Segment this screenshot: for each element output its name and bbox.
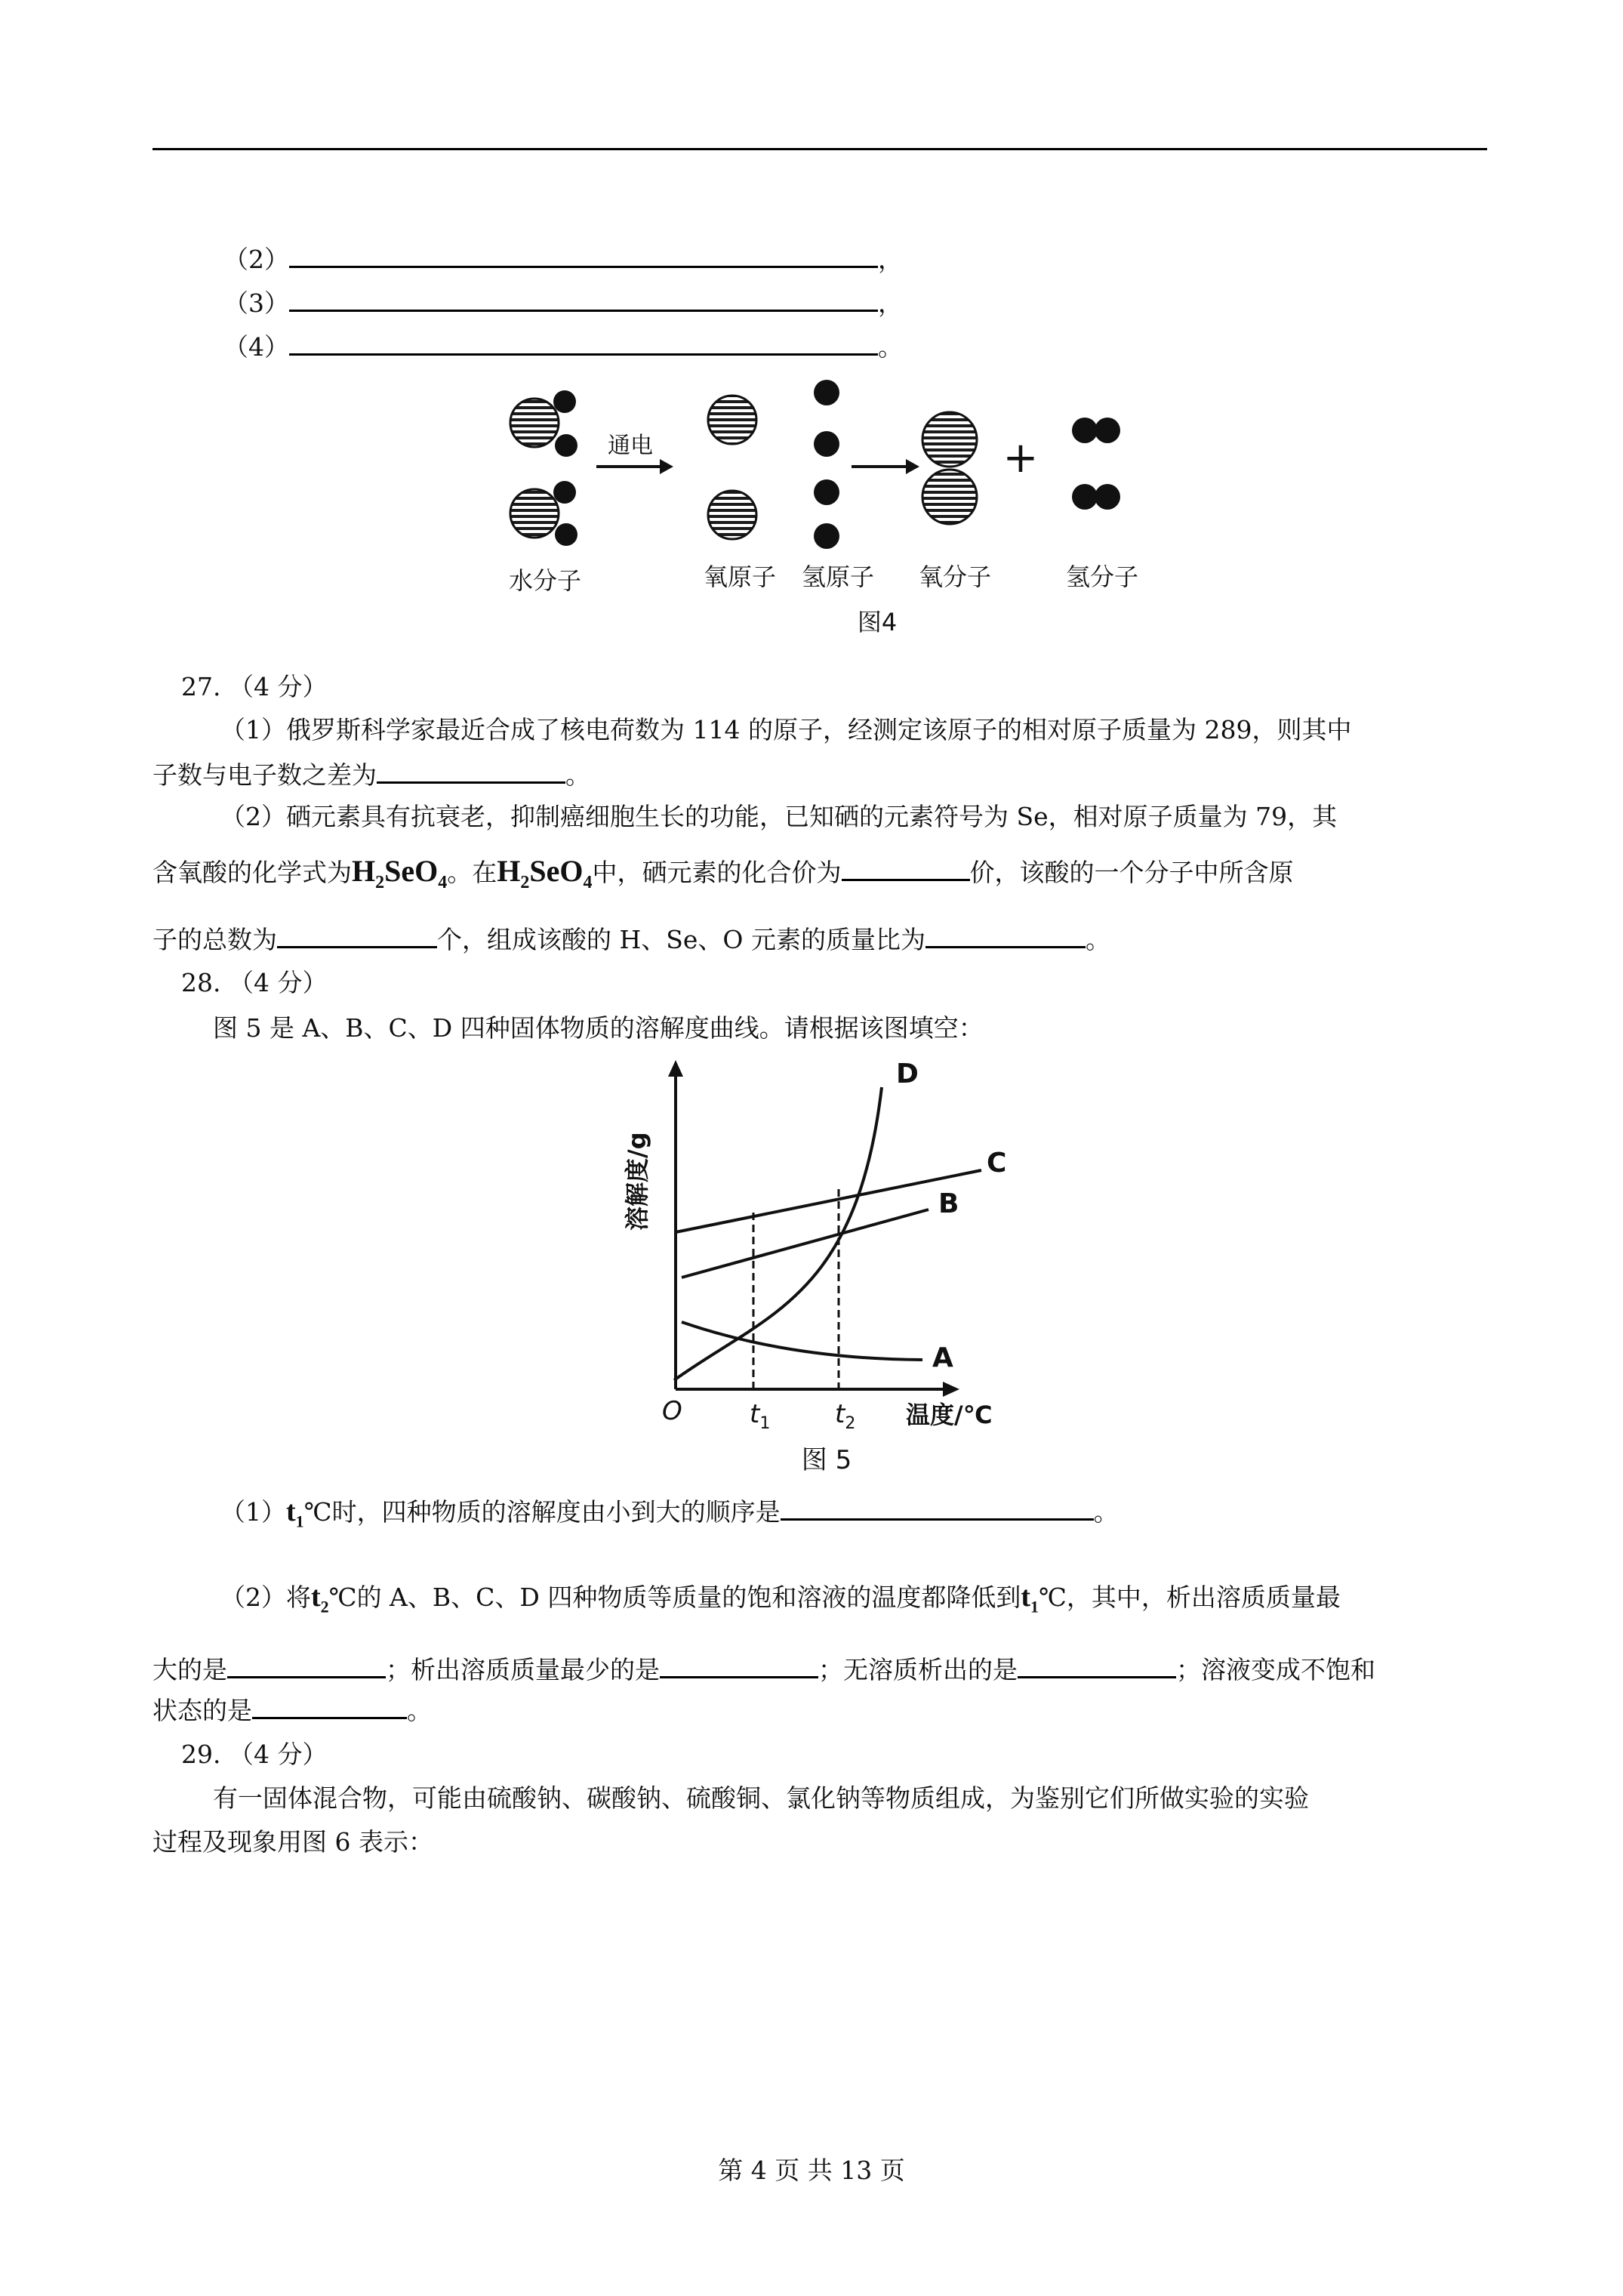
answer-blank[interactable] — [660, 1653, 818, 1678]
curve-label-a: A — [932, 1342, 953, 1373]
answer-blank[interactable] — [252, 1694, 407, 1719]
figure-caption: 图4 — [857, 608, 898, 636]
figure-4-electrolysis — [483, 370, 1163, 649]
answer-blank[interactable] — [289, 287, 878, 312]
x-axis-arrow-icon — [943, 1382, 959, 1397]
answer-blank[interactable] — [1018, 1653, 1176, 1678]
y-axis-arrow-icon — [668, 1060, 683, 1077]
t1-symbol: $t_1$ — [1021, 1581, 1039, 1616]
q27-header: 27. （4 分） — [181, 672, 328, 701]
oxygen-atom — [708, 396, 756, 444]
answer-number: （3） — [223, 288, 289, 318]
y-axis-label: 溶解度/g — [623, 1132, 651, 1231]
hydrogen-atom — [814, 380, 839, 405]
answer-end: ， — [878, 288, 903, 318]
oxygen-atom — [708, 491, 756, 539]
label-oxygen-molecule: 氧分子 — [918, 562, 992, 591]
q27-p1-line2: 子数与电子数之差为 。 — [152, 760, 590, 790]
curve-a — [682, 1322, 922, 1360]
q28-q2-line2: 大的是 ；析出溶质质量最少的是 ；无溶质析出的是 ；溶液变成不饱和 — [152, 1655, 1375, 1684]
answer-blank[interactable] — [289, 331, 878, 356]
curve-label-c: C — [987, 1148, 1007, 1179]
q28-q2-line3: 状态的是 。 — [152, 1696, 432, 1725]
q28-q2-line1: （2）将$t_2℃$的 A、B、C、D 四种物质等质量的饱和溶液的温度都降低到$t_1℃$，其中，析出溶质质量最 — [220, 1581, 1341, 1616]
water-molecule — [510, 390, 577, 457]
answer-blank[interactable] — [227, 1653, 386, 1678]
origin-label: O — [662, 1396, 682, 1426]
hydrogen-atom — [814, 479, 839, 505]
formula-h2seo4: $H_2SeO_4$ — [352, 854, 448, 892]
q27-p1-line1: （1）俄罗斯科学家最近合成了核电荷数为 114 的原子，经测定该原子的相对原子质量为 289，则其中 — [220, 715, 1352, 744]
answer-blank[interactable] — [842, 856, 970, 881]
q27-p2-line3: 子的总数为 个，组成该酸的 H、Se、O 元素的质量比为 。 — [152, 925, 1110, 954]
arrow-label: 通电 — [608, 433, 653, 459]
reaction-arrow-head-icon — [906, 459, 919, 474]
x-axis-label: 温度/℃ — [906, 1401, 993, 1429]
figure-5-solubility-curves — [615, 1049, 1038, 1480]
hydrogen-atom — [814, 523, 839, 549]
oxygen-molecule — [922, 412, 977, 524]
tick-t1: $t_1$ — [750, 1399, 771, 1433]
curve-label-d: D — [896, 1059, 919, 1089]
q29-line1: 有一固体混合物，可能由硫酸钠、碳酸钠、硫酸铜、氯化钠等物质组成，为鉴别它们所做实验的实验 — [213, 1783, 1309, 1813]
plus-sign: + — [1002, 433, 1039, 482]
answer-line-2 — [223, 243, 903, 275]
curve-b — [682, 1210, 929, 1277]
answer-end: 。 — [878, 332, 903, 362]
formula-h2seo4: $H_2SeO_4$ — [497, 854, 593, 892]
answer-line-3 — [223, 287, 903, 319]
arrow-head-icon — [660, 459, 673, 474]
answer-line-4 — [223, 331, 903, 362]
label-hydrogen-atom: 氢原子 — [801, 562, 875, 591]
tick-t2: $t_2$ — [835, 1399, 856, 1433]
hydrogen-molecule — [1072, 484, 1120, 510]
q27-p2-line1: （2）硒元素具有抗衰老，抑制癌细胞生长的功能，已知硒的元素符号为 Se，相对原子质量为 79，其 — [220, 802, 1338, 831]
answer-blank[interactable] — [925, 923, 1086, 948]
t1-symbol: $t_1$ — [286, 1496, 304, 1531]
answer-number: （2） — [223, 245, 289, 274]
answer-number: （4） — [223, 332, 289, 362]
figure-caption: 图 5 — [801, 1445, 852, 1475]
page-footer: 第 4 页 共 13 页 — [718, 2156, 905, 2185]
curve-c — [676, 1170, 981, 1232]
label-water-molecule: 水分子 — [508, 566, 582, 595]
water-molecule — [510, 481, 577, 546]
answer-blank[interactable] — [277, 923, 437, 948]
q28-q1: $(1)t_1℃$时，四种物质的溶解度由小到大的顺序是 。 — [220, 1496, 1119, 1531]
answer-end: ， — [878, 245, 903, 274]
header-rule — [152, 148, 1487, 150]
curve-d — [674, 1087, 882, 1380]
label-hydrogen-molecule: 氢分子 — [1065, 562, 1139, 591]
hydrogen-molecule — [1072, 418, 1120, 443]
q29-line2: 过程及现象用图 6 表示： — [152, 1827, 433, 1857]
q27-p2-line2: 含氧酸的化学式为$H_2SeO_4$。在$H_2SeO_4$中，硒元素的化合价为 价，该酸的一个分子中所含原 — [152, 854, 1294, 892]
answer-blank[interactable] — [289, 243, 878, 268]
q28-intro: 图 5 是 A、B、C、D 四种固体物质的溶解度曲线。请根据该图填空： — [213, 1013, 984, 1043]
hydrogen-atom — [814, 431, 839, 457]
answer-blank[interactable] — [377, 759, 565, 784]
q29-header: 29. （4 分） — [181, 1740, 328, 1769]
t2-symbol: $t_2$ — [311, 1581, 329, 1616]
curve-label-b: B — [938, 1188, 959, 1219]
q28-header: 28. （4 分） — [181, 968, 328, 997]
label-oxygen-atom: 氧原子 — [703, 562, 777, 591]
answer-blank[interactable] — [781, 1496, 1094, 1521]
